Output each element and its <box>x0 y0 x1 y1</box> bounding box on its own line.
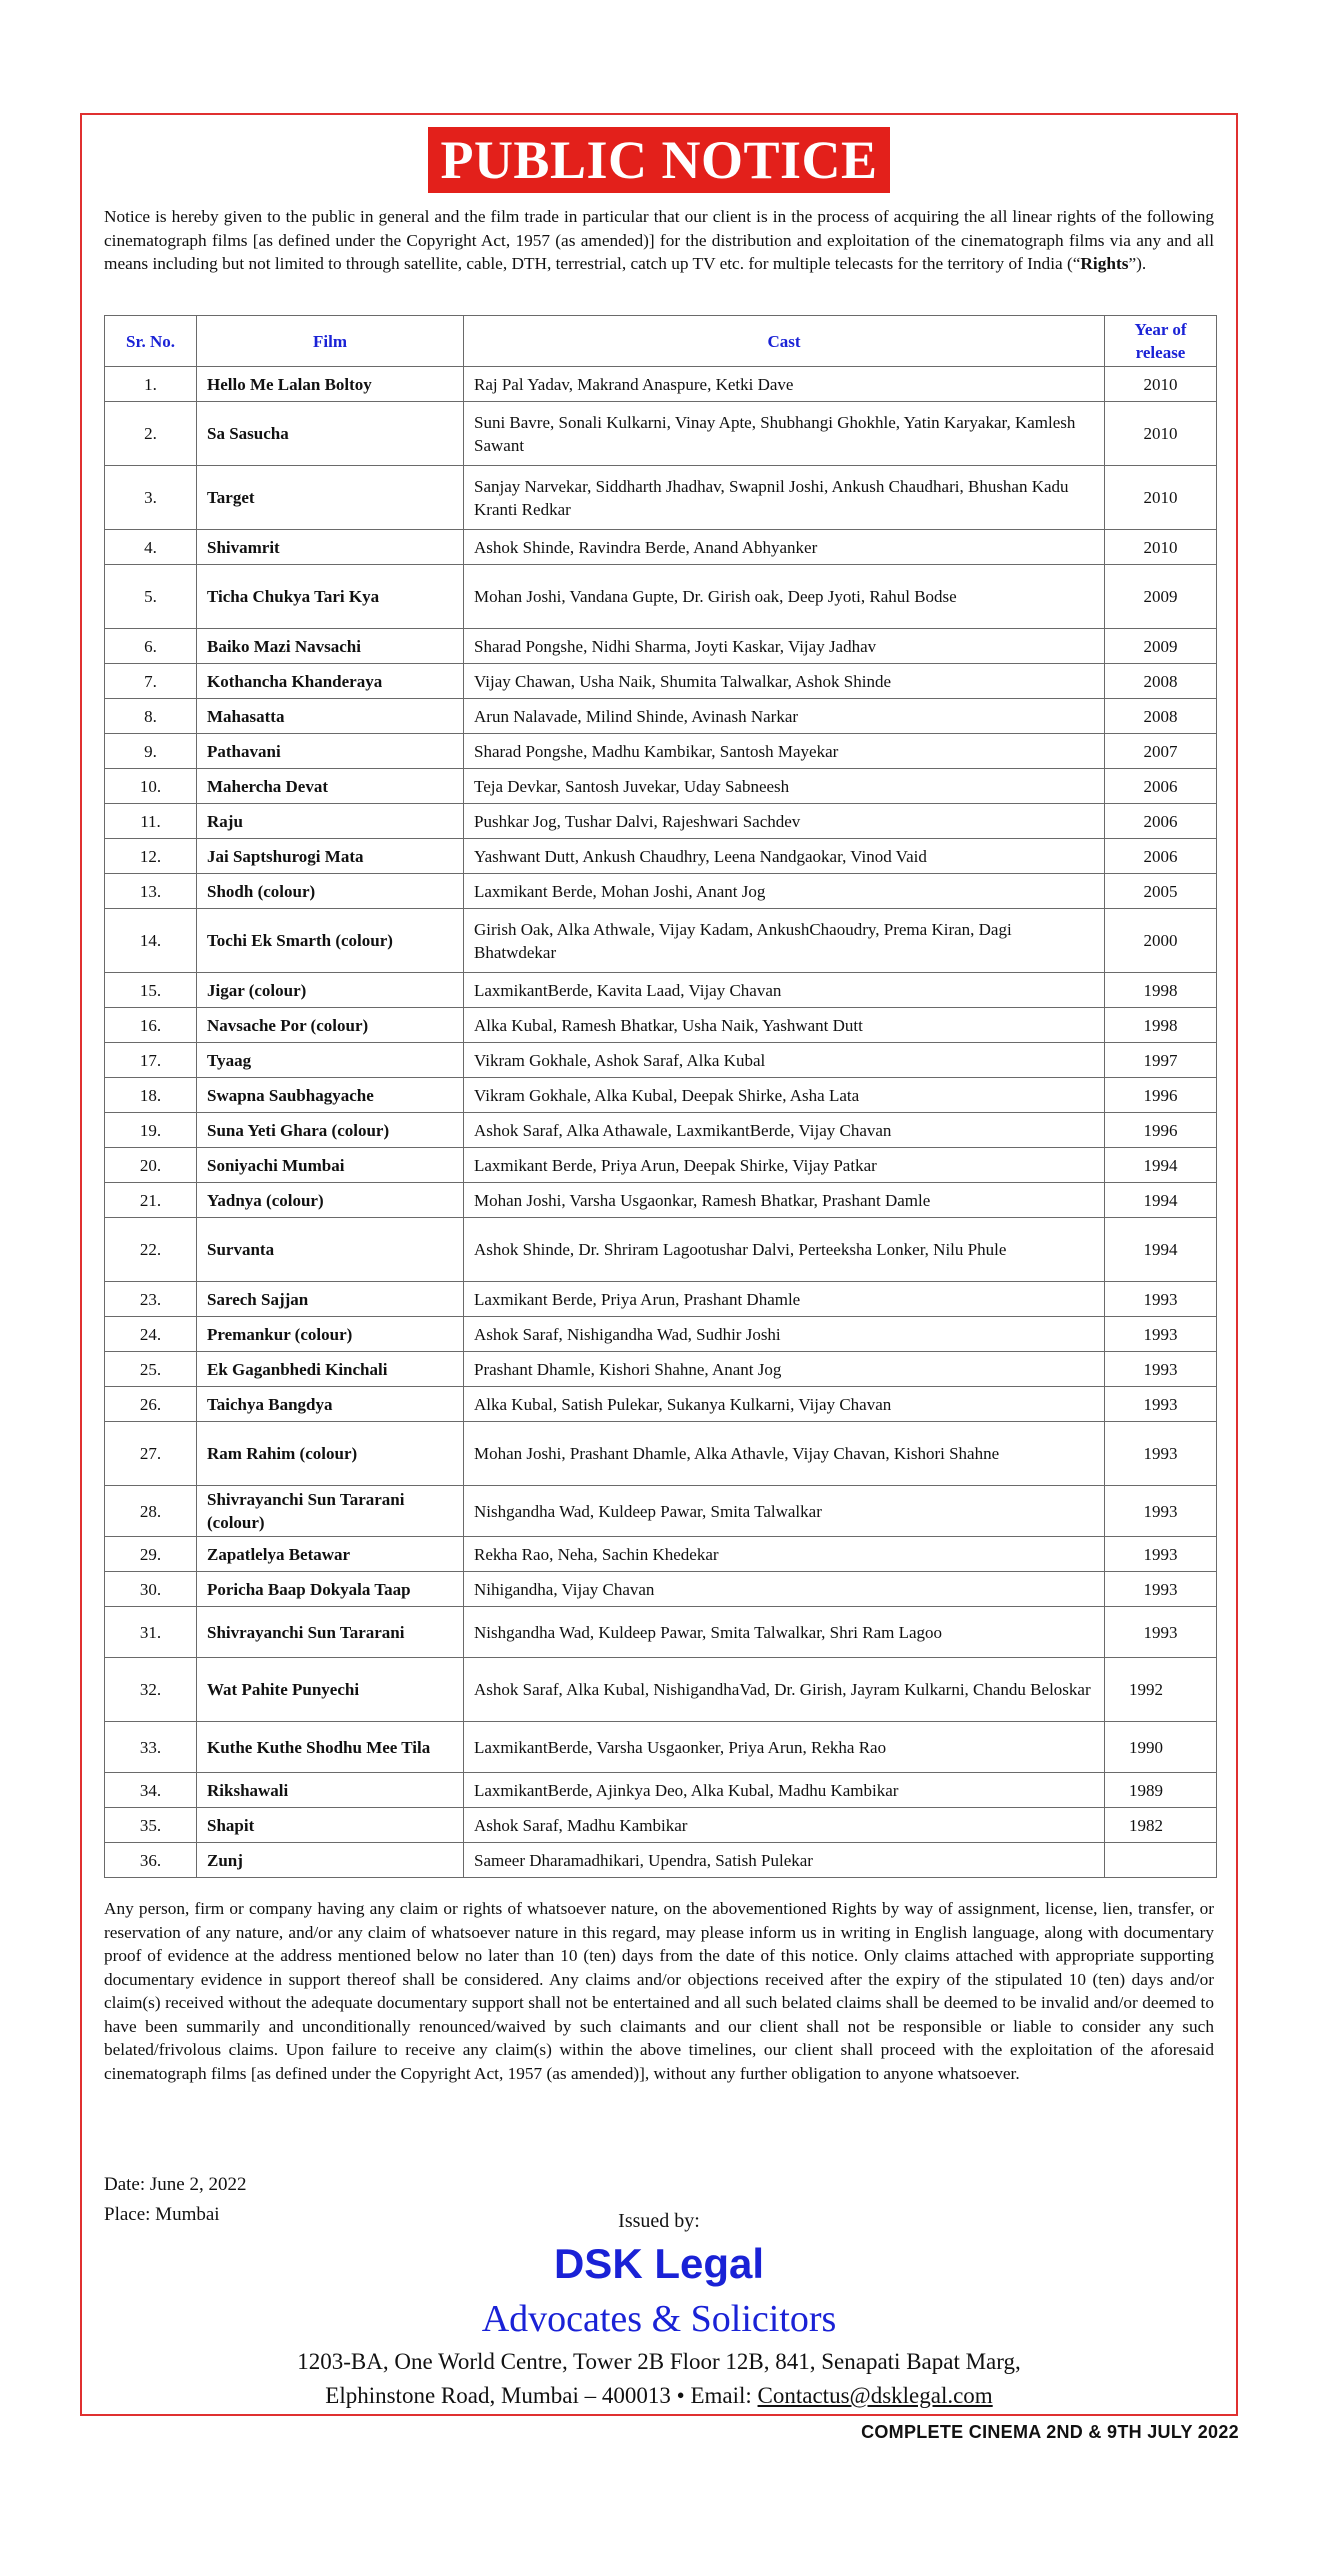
sr-no-cell: 31. <box>105 1607 197 1658</box>
firm-subtitle: Advocates & Solicitors <box>481 2298 837 2340</box>
year-cell: 2007 <box>1105 734 1217 769</box>
table-row <box>105 804 1217 839</box>
table-row <box>105 1113 1217 1148</box>
table-row <box>105 1658 1217 1722</box>
table-body <box>105 367 1217 1878</box>
film-cell: Ram Rahim (colour) <box>197 1422 464 1486</box>
film-cell: Hello Me Lalan Boltoy <box>197 367 464 402</box>
film-cell: Tyaag <box>197 1043 464 1078</box>
sr-no-cell: 11. <box>105 804 197 839</box>
table-row <box>105 769 1217 804</box>
film-cell: Baiko Mazi Navsachi <box>197 629 464 664</box>
address-line-2 <box>82 2383 1236 2409</box>
film-cell: Kuthe Kuthe Shodhu Mee Tila <box>197 1722 464 1773</box>
film-cell: Navsache Por (colour) <box>197 1008 464 1043</box>
year-cell: 1993 <box>1105 1282 1217 1317</box>
sr-no-cell: 4. <box>105 530 197 565</box>
table-row <box>105 1722 1217 1773</box>
sr-no-cell: 2. <box>105 402 197 466</box>
notice-title: PUBLIC NOTICE <box>428 127 889 193</box>
film-cell: Jigar (colour) <box>197 973 464 1008</box>
sr-no-cell: 21. <box>105 1183 197 1218</box>
sr-no-cell: 3. <box>105 466 197 530</box>
sr-no-cell: 28. <box>105 1486 197 1537</box>
film-cell: Soniyachi Mumbai <box>197 1148 464 1183</box>
table-row <box>105 909 1217 973</box>
film-cell: Mahasatta <box>197 699 464 734</box>
cast-cell: Vijay Chawan, Usha Naik, Shumita Talwalkar, Ashok Shinde <box>464 664 1105 699</box>
address-line-1: 1203-BA, One World Centre, Tower 2B Floor 12B, 841, Senapati Bapat Marg, <box>297 2349 1021 2374</box>
claims-paragraph: Any person, firm or company having any claim or rights of whatsoever nature, on the abovementioned Rights by way of assignment, license, lien, transfer, or reservation of any nature, and/or any claim of whatsoever nature in this regard, may please inform us in writing in English language, along with documentary proof of evidence at the address mentioned below no later than 10 (ten) days from the date of this notice. Only claims attached with appropriate supporting documentary evidence in support thereof shall be considered. Any claims and/or objections received after the expiry of the stipulated 10 (ten) days and/or claim(s) received without the adequate documentary support shall not be entertained and all such belated claims shall be deemed to be invalid and/or deemed to have been summarily and unconditionally renounced/waived by such claimants and our client shall not be responsible or liable to consider any such belated/frivolous claims. Upon failure to receive any claim(s) within the above timelines, our client shall proceed with the exploitation of the aforesaid cinematograph films [as defined under the Copyright Act, 1957 (as amended)], without any further obligation to anyone whatsoever. <box>104 1899 1214 2083</box>
year-cell: 1993 <box>1105 1352 1217 1387</box>
sr-no-cell: 30. <box>105 1572 197 1607</box>
table-row <box>105 1008 1217 1043</box>
cast-cell: Raj Pal Yadav, Makrand Anaspure, Ketki Dave <box>464 367 1105 402</box>
film-cell: Yadnya (colour) <box>197 1183 464 1218</box>
film-cell: Wat Pahite Punyechi <box>197 1658 464 1722</box>
cast-cell: LaxmikantBerde, Varsha Usgaonker, Priya Arun, Rekha Rao <box>464 1722 1105 1773</box>
notice-place: Place: Mumbai <box>104 2204 220 2225</box>
year-cell: 2006 <box>1105 804 1217 839</box>
cast-cell: Alka Kubal, Ramesh Bhatkar, Usha Naik, Yashwant Dutt <box>464 1008 1105 1043</box>
firm-name: DSK Legal <box>553 2240 765 2287</box>
sr-no-cell: 35. <box>105 1808 197 1843</box>
sr-no-cell: 34. <box>105 1773 197 1808</box>
table-row <box>105 1387 1217 1422</box>
header-film: Film <box>197 316 464 367</box>
cast-cell: Vikram Gokhale, Ashok Saraf, Alka Kubal <box>464 1043 1105 1078</box>
sr-no-cell: 18. <box>105 1078 197 1113</box>
cast-cell: Nishgandha Wad, Kuldeep Pawar, Smita Talwalkar, Shri Ram Lagoo <box>464 1607 1105 1658</box>
table-row <box>105 1148 1217 1183</box>
cast-cell: Rekha Rao, Neha, Sachin Khedekar <box>464 1537 1105 1572</box>
film-cell: Shivrayanchi Sun Tararani <box>197 1607 464 1658</box>
table-row <box>105 1486 1217 1537</box>
intro-rights: Rights <box>1080 254 1129 273</box>
year-cell: 1994 <box>1105 1183 1217 1218</box>
table-row <box>105 734 1217 769</box>
film-cell: Swapna Saubhagyache <box>197 1078 464 1113</box>
cast-cell: Prashant Dhamle, Kishori Shahne, Anant Jog <box>464 1352 1105 1387</box>
year-cell: 1982 <box>1105 1808 1217 1843</box>
year-cell: 2000 <box>1105 909 1217 973</box>
cast-cell: Suni Bavre, Sonali Kulkarni, Vinay Apte, Shubhangi Ghokhle, Yatin Karyakar, Kamlesh Sawant <box>464 402 1105 466</box>
cast-cell: Teja Devkar, Santosh Juvekar, Uday Sabneesh <box>464 769 1105 804</box>
table-row <box>105 1572 1217 1607</box>
sr-no-cell: 33. <box>105 1722 197 1773</box>
film-cell: Ticha Chukya Tari Kya <box>197 565 464 629</box>
sr-no-cell: 24. <box>105 1317 197 1352</box>
table-row <box>105 1808 1217 1843</box>
cast-cell: Girish Oak, Alka Athwale, Vijay Kadam, AnkushChaoudry, Prema Kiran, Dagi Bhatwdekar <box>464 909 1105 973</box>
film-cell: Shivamrit <box>197 530 464 565</box>
film-cell: Shapit <box>197 1808 464 1843</box>
cast-cell: Laxmikant Berde, Priya Arun, Prashant Dhamle <box>464 1282 1105 1317</box>
table-row <box>105 565 1217 629</box>
film-cell: Mahercha Devat <box>197 769 464 804</box>
table-row <box>105 664 1217 699</box>
sr-no-cell: 25. <box>105 1352 197 1387</box>
intro-paragraph <box>104 205 1214 276</box>
cast-cell: Nishgandha Wad, Kuldeep Pawar, Smita Talwalkar <box>464 1486 1105 1537</box>
sr-no-cell: 32. <box>105 1658 197 1722</box>
table-row <box>105 367 1217 402</box>
year-cell: 1992 <box>1105 1658 1217 1722</box>
year-cell: 1993 <box>1105 1537 1217 1572</box>
sr-no-cell: 12. <box>105 839 197 874</box>
film-cell: Suna Yeti Ghara (colour) <box>197 1113 464 1148</box>
table-row <box>105 874 1217 909</box>
notice-date: Date: June 2, 2022 <box>104 2174 247 2195</box>
year-cell: 1993 <box>1105 1387 1217 1422</box>
table-row <box>105 973 1217 1008</box>
table-row <box>105 1183 1217 1218</box>
year-cell: 2008 <box>1105 699 1217 734</box>
header-cast: Cast <box>464 316 1105 367</box>
year-cell: 2010 <box>1105 402 1217 466</box>
sr-no-cell: 14. <box>105 909 197 973</box>
sr-no-cell: 5. <box>105 565 197 629</box>
film-cell: Jai Saptshurogi Mata <box>197 839 464 874</box>
cast-cell: Mohan Joshi, Varsha Usgaonkar, Ramesh Bhatkar, Prashant Damle <box>464 1183 1105 1218</box>
table-row <box>105 1282 1217 1317</box>
year-cell: 2005 <box>1105 874 1217 909</box>
year-cell: 1996 <box>1105 1078 1217 1113</box>
header-sr-no: Sr. No. <box>105 316 197 367</box>
cast-cell: Ashok Saraf, Alka Kubal, NishigandhaVad, Dr. Girish, Jayram Kulkarni, Chandu Beloskar <box>464 1658 1105 1722</box>
cast-cell: Sameer Dharamadhikari, Upendra, Satish Pulekar <box>464 1843 1105 1878</box>
year-cell: 1994 <box>1105 1218 1217 1282</box>
sr-no-cell: 23. <box>105 1282 197 1317</box>
film-cell: Poricha Baap Dokyala Taap <box>197 1572 464 1607</box>
cast-cell: Laxmikant Berde, Priya Arun, Deepak Shirke, Vijay Patkar <box>464 1148 1105 1183</box>
sr-no-cell: 15. <box>105 973 197 1008</box>
header-year: Year of release <box>1105 316 1217 367</box>
film-cell: Raju <box>197 804 464 839</box>
year-cell: 1998 <box>1105 1008 1217 1043</box>
table-row <box>105 1317 1217 1352</box>
year-cell: 1997 <box>1105 1043 1217 1078</box>
sr-no-cell: 26. <box>105 1387 197 1422</box>
intro-after: ”). <box>1128 254 1147 273</box>
year-cell <box>1105 1843 1217 1878</box>
year-cell: 1993 <box>1105 1317 1217 1352</box>
year-cell: 1993 <box>1105 1422 1217 1486</box>
cast-cell: Ashok Saraf, Alka Athawale, LaxmikantBerde, Vijay Chavan <box>464 1113 1105 1148</box>
table-row <box>105 1043 1217 1078</box>
sr-no-cell: 13. <box>105 874 197 909</box>
sr-no-cell: 20. <box>105 1148 197 1183</box>
year-cell: 1996 <box>1105 1113 1217 1148</box>
sr-no-cell: 19. <box>105 1113 197 1148</box>
cast-cell: Ashok Saraf, Madhu Kambikar <box>464 1808 1105 1843</box>
table-row <box>105 1352 1217 1387</box>
publication-footer: COMPLETE CINEMA 2ND & 9TH JULY 2022 <box>861 2422 1239 2442</box>
cast-cell: Arun Nalavade, Milind Shinde, Avinash Narkar <box>464 699 1105 734</box>
table-row <box>105 629 1217 664</box>
year-cell: 1993 <box>1105 1572 1217 1607</box>
film-cell: Ek Gaganbhedi Kinchali <box>197 1352 464 1387</box>
sr-no-cell: 22. <box>105 1218 197 1282</box>
email-link[interactable]: Contactus@dsklegal.com <box>757 2383 993 2408</box>
year-cell: 2006 <box>1105 839 1217 874</box>
cast-cell: Sanjay Narvekar, Siddharth Jhadhav, Swapnil Joshi, Ankush Chaudhari, Bhushan Kadu Kranti Redkar <box>464 466 1105 530</box>
table-row <box>105 699 1217 734</box>
intro-before: Notice is hereby given to the public in general and the film trade in particular that our client is in the process of acquiring the all linear rights of the following cinematograph films [as defined under the Copyright Act, 1957 (as amended)] for the distribution and exploitation of the cinematograph films via any and all means including but not limited to through satellite, cable, DTH, terrestrial, catch up TV etc. for multiple telecasts for the territory of India (“ <box>104 207 1214 273</box>
year-cell: 2009 <box>1105 629 1217 664</box>
cast-cell: Sharad Pongshe, Madhu Kambikar, Santosh Mayekar <box>464 734 1105 769</box>
year-cell: 1994 <box>1105 1148 1217 1183</box>
address-line-2-prefix: Elphinstone Road, Mumbai – 400013 • Email: <box>325 2383 758 2408</box>
table-row <box>105 1078 1217 1113</box>
film-cell: Target <box>197 466 464 530</box>
film-cell: Pathavani <box>197 734 464 769</box>
year-cell: 2010 <box>1105 530 1217 565</box>
cast-cell: Alka Kubal, Satish Pulekar, Sukanya Kulkarni, Vijay Chavan <box>464 1387 1105 1422</box>
cast-cell: LaxmikantBerde, Kavita Laad, Vijay Chavan <box>464 973 1105 1008</box>
cast-cell: Laxmikant Berde, Mohan Joshi, Anant Jog <box>464 874 1105 909</box>
year-cell: 1998 <box>1105 973 1217 1008</box>
table-row <box>105 1607 1217 1658</box>
year-cell: 2009 <box>1105 565 1217 629</box>
title-wrap <box>82 127 1236 193</box>
sr-no-cell: 1. <box>105 367 197 402</box>
film-cell: Taichya Bangdya <box>197 1387 464 1422</box>
table-row <box>105 402 1217 466</box>
cast-cell: Sharad Pongshe, Nidhi Sharma, Joyti Kaskar, Vijay Jadhav <box>464 629 1105 664</box>
table-row <box>105 530 1217 565</box>
cast-cell: Mohan Joshi, Prashant Dhamle, Alka Athavle, Vijay Chavan, Kishori Shahne <box>464 1422 1105 1486</box>
table-row <box>105 1843 1217 1878</box>
sr-no-cell: 29. <box>105 1537 197 1572</box>
notice-frame <box>80 113 1238 2416</box>
sr-no-cell: 36. <box>105 1843 197 1878</box>
sr-no-cell: 10. <box>105 769 197 804</box>
sr-no-cell: 8. <box>105 699 197 734</box>
film-cell: Sa Sasucha <box>197 402 464 466</box>
sr-no-cell: 16. <box>105 1008 197 1043</box>
cast-cell: Vikram Gokhale, Alka Kubal, Deepak Shirke, Asha Lata <box>464 1078 1105 1113</box>
film-cell: Shodh (colour) <box>197 874 464 909</box>
year-cell: 1989 <box>1105 1773 1217 1808</box>
film-cell: Kothancha Khanderaya <box>197 664 464 699</box>
year-cell: 1993 <box>1105 1486 1217 1537</box>
year-cell: 2010 <box>1105 367 1217 402</box>
film-cell: Premankur (colour) <box>197 1317 464 1352</box>
film-cell: Tochi Ek Smarth (colour) <box>197 909 464 973</box>
year-cell: 1990 <box>1105 1722 1217 1773</box>
table-header-row <box>105 316 1217 367</box>
film-cell: Shivrayanchi Sun Tararani (colour) <box>197 1486 464 1537</box>
sr-no-cell: 27. <box>105 1422 197 1486</box>
sr-no-cell: 17. <box>105 1043 197 1078</box>
sr-no-cell: 6. <box>105 629 197 664</box>
year-cell: 1993 <box>1105 1607 1217 1658</box>
cast-cell: Nihigandha, Vijay Chavan <box>464 1572 1105 1607</box>
cast-cell: Yashwant Dutt, Ankush Chaudhry, Leena Nandgaokar, Vinod Vaid <box>464 839 1105 874</box>
cast-cell: Ashok Shinde, Ravindra Berde, Anand Abhyanker <box>464 530 1105 565</box>
film-cell: Sarech Sajjan <box>197 1282 464 1317</box>
cast-cell: Mohan Joshi, Vandana Gupte, Dr. Girish oak, Deep Jyoti, Rahul Bodse <box>464 565 1105 629</box>
table-row <box>105 1218 1217 1282</box>
film-cell: Zapatlelya Betawar <box>197 1537 464 1572</box>
cast-cell: Ashok Shinde, Dr. Shriram Lagootushar Dalvi, Perteeksha Lonker, Nilu Phule <box>464 1218 1105 1282</box>
cast-cell: Pushkar Jog, Tushar Dalvi, Rajeshwari Sachdev <box>464 804 1105 839</box>
year-cell: 2008 <box>1105 664 1217 699</box>
films-table <box>104 315 1217 1878</box>
film-cell: Zunj <box>197 1843 464 1878</box>
sr-no-cell: 7. <box>105 664 197 699</box>
table-row <box>105 1537 1217 1572</box>
table-row <box>105 1773 1217 1808</box>
film-cell: Survanta <box>197 1218 464 1282</box>
cast-cell: Ashok Saraf, Nishigandha Wad, Sudhir Joshi <box>464 1317 1105 1352</box>
table-row <box>105 1422 1217 1486</box>
year-cell: 2010 <box>1105 466 1217 530</box>
cast-cell: LaxmikantBerde, Ajinkya Deo, Alka Kubal, Madhu Kambikar <box>464 1773 1105 1808</box>
issued-by: Issued by: <box>618 2210 700 2232</box>
table-row <box>105 839 1217 874</box>
year-cell: 2006 <box>1105 769 1217 804</box>
sr-no-cell: 9. <box>105 734 197 769</box>
film-cell: Rikshawali <box>197 1773 464 1808</box>
table-row <box>105 466 1217 530</box>
